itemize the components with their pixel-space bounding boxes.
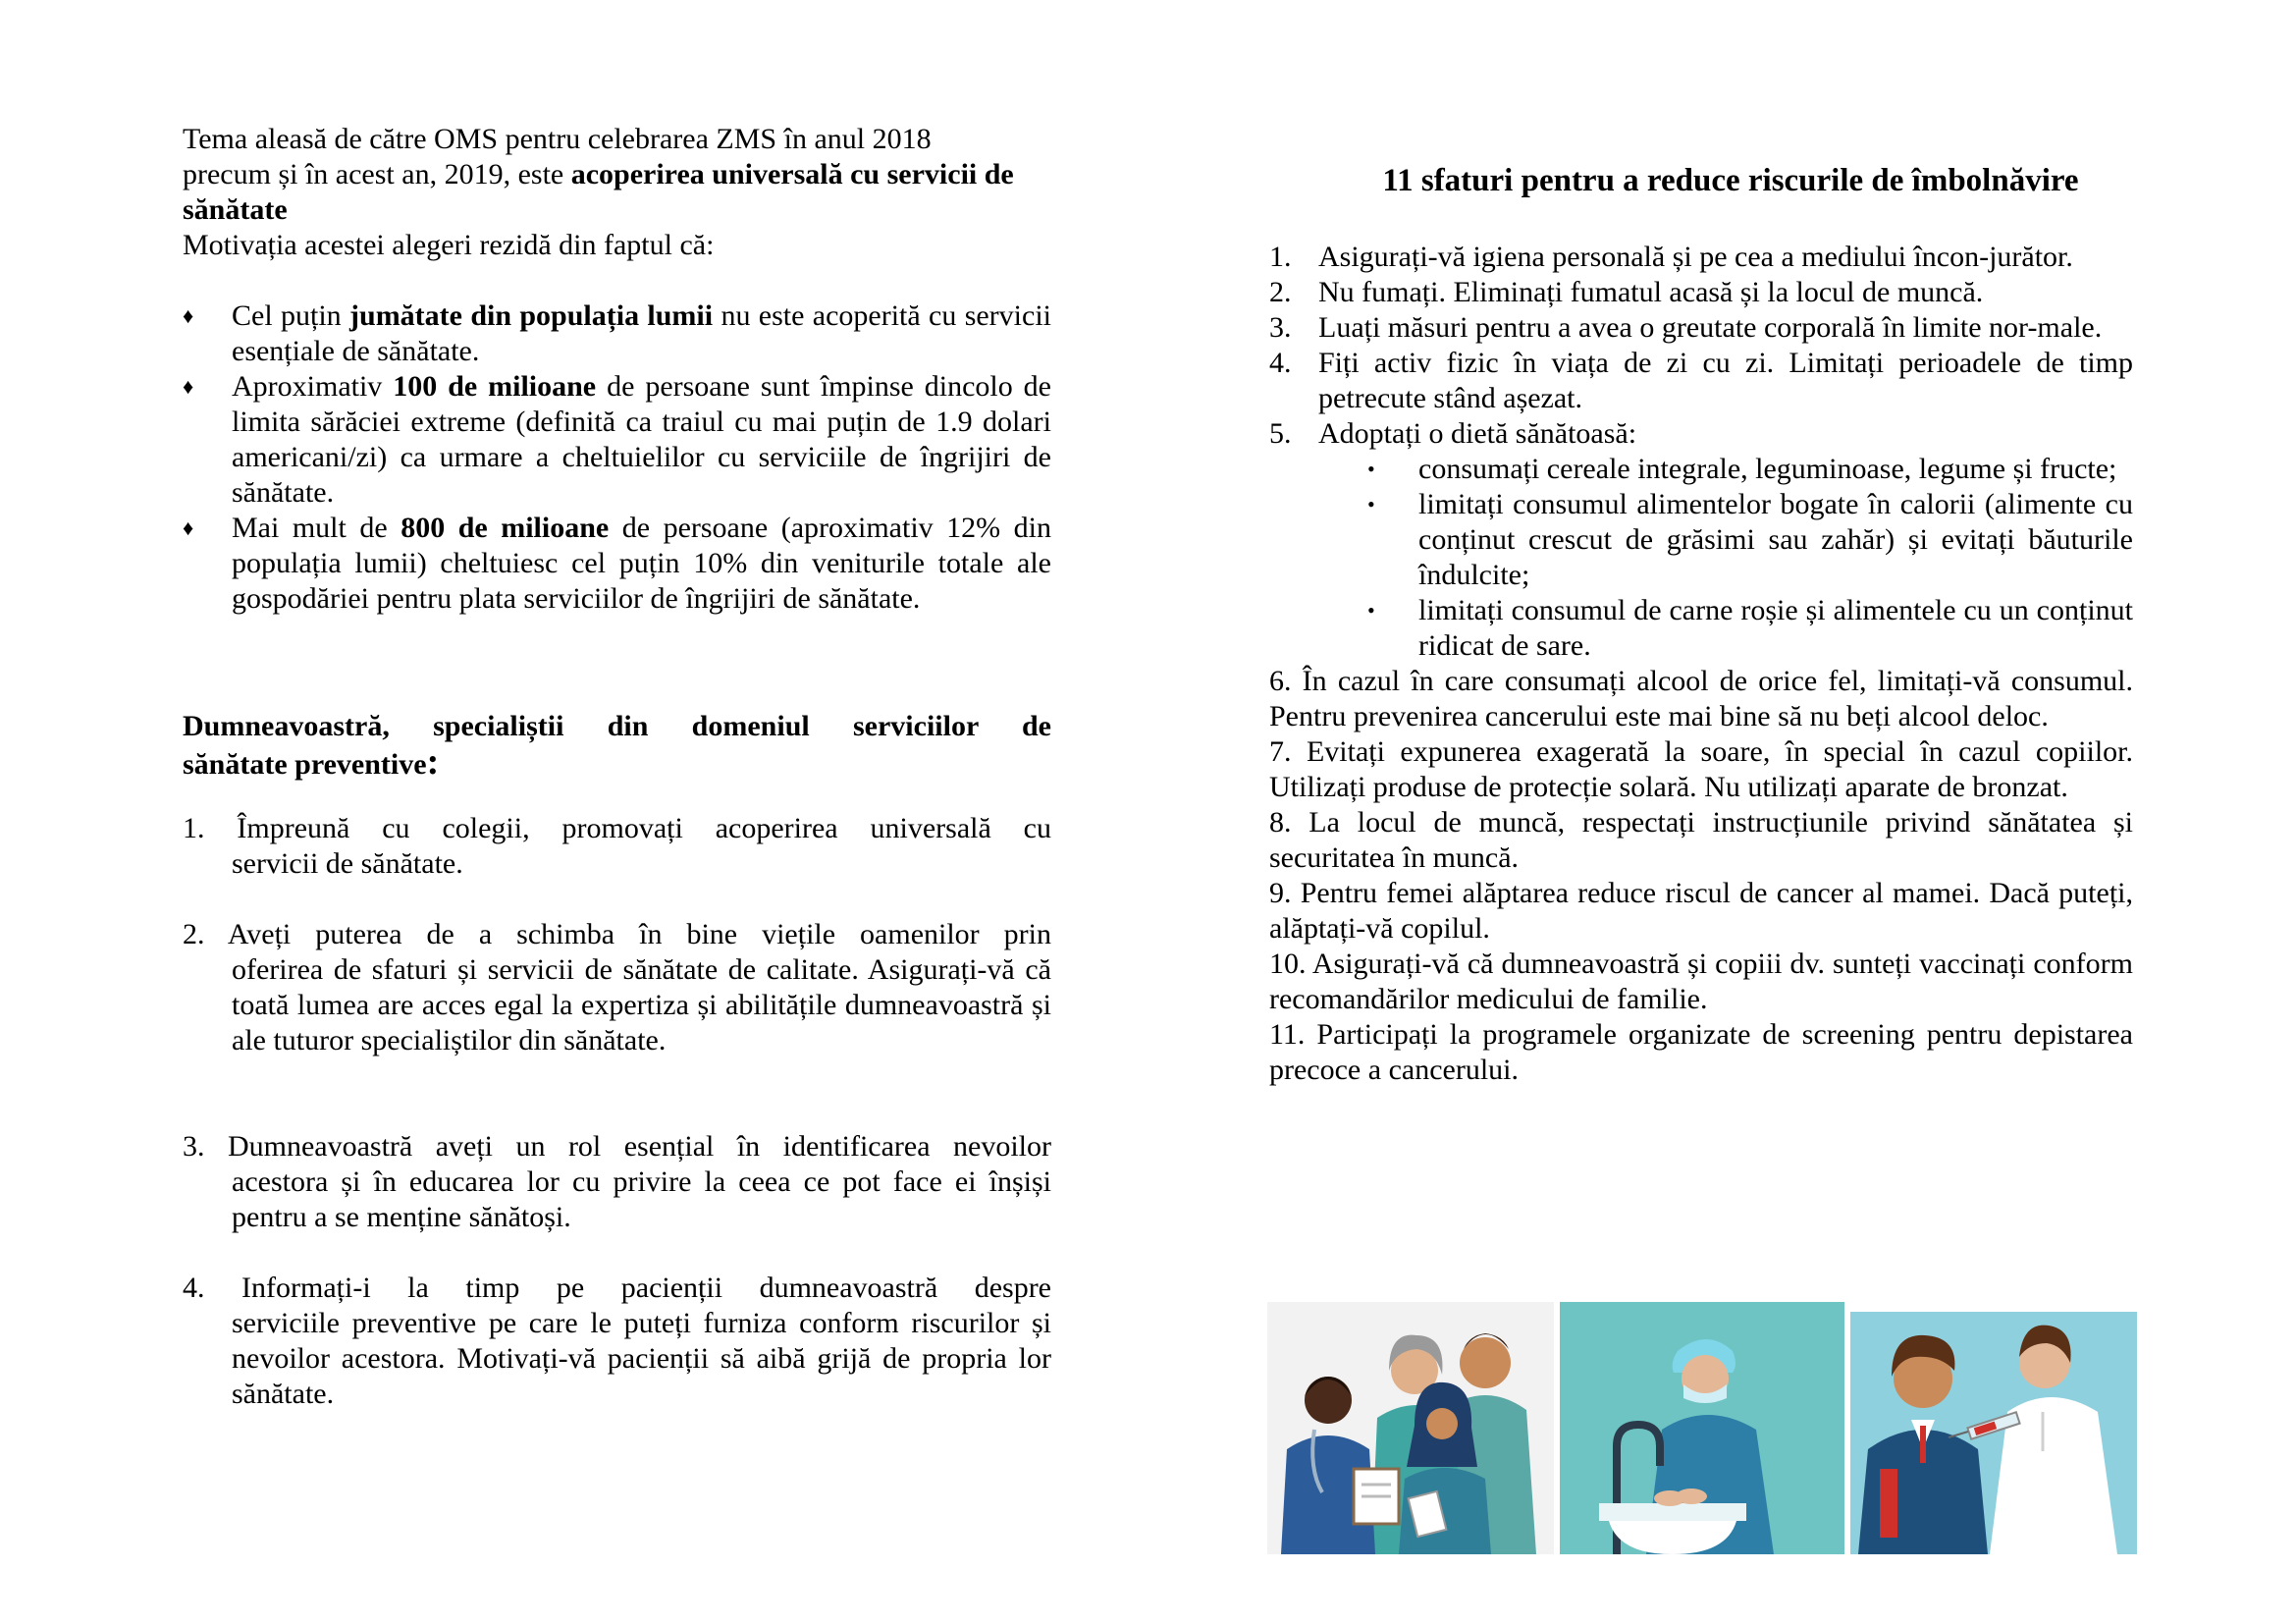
intro-statement: [183, 157, 1051, 228]
illustrations-strip: [1267, 1302, 2141, 1557]
advice-number: 5.: [1269, 417, 1292, 450]
advice-text: Fiți activ fizic în viața de zi cu zi. Limitați perioadele de timp petrecute stând așezat.: [1318, 347, 2133, 414]
dot-bullet-icon: •: [1367, 598, 1375, 623]
advice-number: 2.: [1269, 276, 1292, 308]
specialist-item: [183, 811, 1051, 882]
item-first-line: 2. Aveți puterea de a schimba în bine viețile oamenilor prin: [183, 918, 1051, 950]
heading-line: Dumneavoastră, specialiștii din domeniul serviciilor de: [183, 710, 1051, 742]
bullet-text: nu este acoperită cu servicii esențiale de sănătate.: [232, 299, 1051, 367]
advice-text: Asigurați-vă igiena personală și pe cea a mediului încon-jurător.: [1318, 241, 2073, 273]
specialist-item: [183, 1271, 1051, 1412]
advice-text: Luați măsuri pentru a avea o greutate corporală în limite nor-male.: [1318, 311, 2103, 344]
statistics-list: [183, 298, 1051, 617]
bullet-text: Mai mult de: [232, 512, 401, 544]
diet-text: limitați consumul de carne roșie și alimentele cu un conținut ridicat de sare.: [1418, 594, 2133, 662]
item-first-line: 4. Informați-i la timp pe pacienții dumneavoastră despre: [183, 1272, 1051, 1304]
bullet-bold: 100 de milioane: [393, 370, 597, 403]
bullet-bold: 800 de milioane: [400, 512, 610, 544]
advice-title: 11 sfaturi pentru a reduce riscurile de îmbolnăvire: [1382, 163, 2079, 198]
advice-number: 1.: [1269, 241, 1292, 273]
intro-motivation: Motivația acestei alegeri rezidă din faptul că:: [183, 229, 715, 261]
heading-text: sănătate preventive: [183, 748, 427, 781]
advice-text: Nu fumați. Eliminați fumatul acasă și la locul de muncă.: [1318, 276, 1984, 308]
dot-bullet-icon: •: [1367, 457, 1375, 481]
intro-line: Tema aleasă de către OMS pentru celebrarea ZMS în anul 2018: [183, 123, 932, 155]
item-rest: oferirea de sfaturi și servicii de sănătate de calitate. Asigurați-vă că toată lumea are acces egal la expertiza și abilitățile dumneavoastră și ale tuturor specialiștilor din sănătate.: [232, 953, 1051, 1056]
advice-number: 3.: [1269, 311, 1292, 344]
list-item: [183, 298, 1051, 369]
advice-text: Adoptați o dietă sănătoasă:: [1318, 417, 1637, 450]
advice-paragraph: 10. Asigurați-vă că dumneavoastră și copiii dv. sunteți vaccinați conform recomandărilor medicului de familie.: [1269, 947, 2133, 1015]
advice-paragraph: 9. Pentru femei alăptarea reduce riscul de cancer al mamei. Dacă puteți, alăptați-vă copilul.: [1269, 877, 2133, 945]
intro-text: precum și în acest an, 2019, este: [183, 158, 571, 190]
item-first-line: 1. Împreună cu colegii, promovați acoperirea universală cu: [183, 812, 1051, 844]
list-item: [183, 511, 1051, 617]
dot-bullet-icon: •: [1367, 492, 1375, 516]
illustration-handwashing: [1560, 1302, 1844, 1554]
specialist-item: [183, 1129, 1051, 1235]
advice-paragraph: 8. La locul de muncă, respectați instrucțiunile privind sănătatea și securitatea în muncă.: [1269, 806, 2133, 874]
heading-line: [183, 741, 1051, 783]
list-item: [1269, 593, 2133, 664]
health-workers-icon: [1267, 1302, 1554, 1554]
intro-paragraph: [183, 122, 1051, 263]
advice-paragraph: 7. Evitați expunerea exagerată la soare, în special în cazul copiilor. Utilizați produse de protecție solară. Nu utilizați aparate de bronzat.: [1269, 735, 2133, 803]
intro-bold-theme: acoperirea universală cu servicii de sănătate: [183, 158, 1014, 226]
item-rest: serviciile preventive pe care le puteți furniza conform riscurilor și nevoilor acestora. Motivați-vă pacienții să aibă grijă de propria lor sănătate.: [232, 1307, 1051, 1410]
illustration-health-workers: [1267, 1302, 1554, 1554]
advice-paragraph: 6. În cazul în care consumați alcool de orice fel, limitați-vă consumul. Pentru prevenirea cancerului este mai bine să nu beți alcool deloc.: [1269, 665, 2133, 732]
item-first-line: 3. Dumneavoastră aveți un rol esențial în identificarea nevoilor: [183, 1130, 1051, 1163]
advice-item: [1269, 310, 2133, 346]
item-rest: servicii de sănătate.: [232, 847, 463, 880]
advice-list: [1269, 240, 2133, 1088]
diet-list: [1269, 452, 2133, 664]
advice-item: [1269, 416, 2133, 452]
diamond-bullet-icon: ♦: [183, 515, 194, 540]
specialist-item: [183, 917, 1051, 1058]
advice-item: [1269, 346, 2133, 416]
item-rest: acestora și în educarea lor cu privire la ceea ce pot face ei înșiși pentru a se menține sănătoși.: [232, 1165, 1051, 1233]
diet-text: consumați cereale integrale, leguminoase, legume și fructe;: [1418, 453, 2117, 485]
list-item: [183, 369, 1051, 511]
diamond-bullet-icon: ♦: [183, 303, 194, 328]
diamond-bullet-icon: ♦: [183, 374, 194, 399]
advice-item: [1269, 275, 2133, 310]
illustration-vaccination: [1850, 1302, 2137, 1554]
advice-paragraph: 11. Participați la programele organizate de screening pentru depistarea precoce a cancerului.: [1269, 1018, 2133, 1086]
vaccination-icon: [1850, 1302, 2137, 1554]
list-item: [1269, 452, 2133, 487]
advice-item: [1269, 240, 2133, 275]
handwashing-icon: [1560, 1302, 1844, 1554]
bullet-bold: jumătate din populația lumii: [349, 299, 714, 332]
specialists-heading: [183, 709, 1051, 783]
heading-colon: :: [426, 741, 440, 783]
diet-text: limitați consumul alimentelor bogate în calorii (alimente cu conținut crescut de grăsimi sau zahăr) și evitați băuturile îndulcite;: [1418, 488, 2133, 591]
bullet-text: Aproximativ: [232, 370, 394, 403]
list-item: [1269, 487, 2133, 593]
advice-number: 4.: [1269, 347, 1292, 379]
bullet-text: Cel puțin: [232, 299, 350, 332]
bullet-text: de persoane sunt împinse dincolo de limita sărăciei extreme (definită ca traiul cu mai puțin de 1.9 dolari americani/zi) ca urmare a cheltuielilor cu serviciile de îngrijiri de sănătate.: [232, 370, 1051, 509]
bullet-text: de persoane (aproximativ 12% din populația lumii) cheltuiesc cel puțin 10% din veniturile totale ale gospodăriei pentru plata serviciilor de îngrijiri de sănătate.: [232, 512, 1052, 615]
